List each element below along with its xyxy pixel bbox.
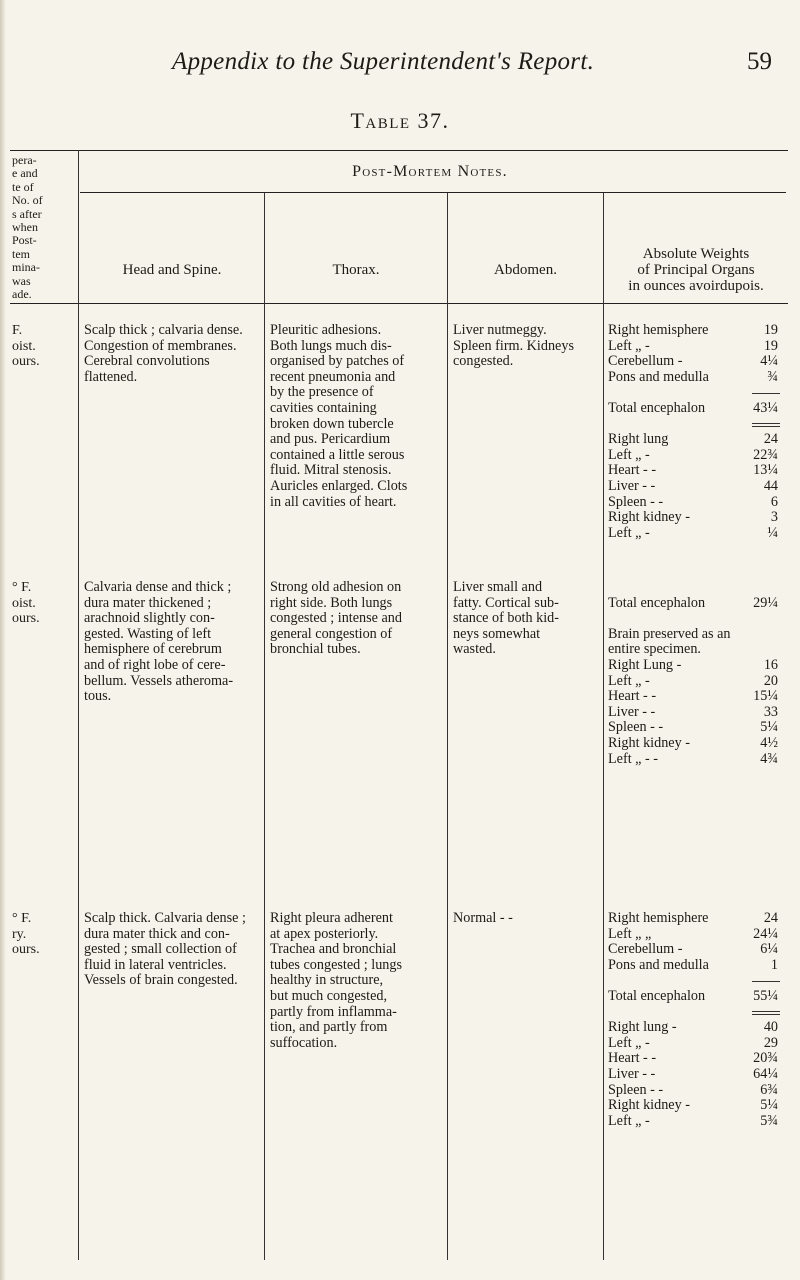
group-header: Post-Mortem Notes. bbox=[352, 163, 508, 180]
row-1-thorax: Pleuritic adhesions. Both lungs much dis- organised by patches of recent pneumonia and by the presence of cavities containing broken down tubercle and pus. Pericardium contained a little serous fluid. Mitral stenosis. Auricles enlarged. Clots in all cavities of heart. bbox=[270, 322, 408, 510]
weight-total: Total encephalon 55¼ bbox=[608, 987, 778, 1004]
weight-note: entire specimen. bbox=[608, 641, 701, 658]
weight-entry: Left „ „ 24¼ bbox=[608, 925, 778, 942]
row-3-weights bbox=[608, 911, 786, 1129]
col-header-thorax: Thorax. bbox=[332, 262, 380, 278]
row-3-thorax: Right pleura adherent at apex posteriorly. Trachea and bronchial tubes congested ; lungs healthy in structure, but much congested, partly from inflamma- tion, and partly from suffocation. bbox=[270, 910, 403, 1051]
weight-total: Total encephalon 29¼ bbox=[608, 594, 778, 611]
header-bottom-rule bbox=[10, 303, 788, 304]
weight-entry: Heart - - 13¼ bbox=[608, 462, 778, 479]
row-2-head: Calvaria dense and thick ; dura mater thickened ; arachnoid slightly con- gested. Wasting of left hemisphere of cerebrum and of right lobe of cere- bellum. Vessels atheroma- tous. bbox=[84, 579, 234, 705]
col-header-head: Head and Spine. bbox=[122, 262, 222, 278]
row-3-stub: ° F. ry. ours. bbox=[12, 911, 40, 957]
weight-entry: Left „ - 5¾ bbox=[608, 1112, 778, 1129]
col-header-weights: Absolute Weights of Principal Organs in ounces avoirdupois. bbox=[628, 246, 764, 294]
row-2-stub: ° F. oist. ours. bbox=[12, 580, 40, 626]
weight-entry: Liver - - 64¼ bbox=[608, 1065, 778, 1082]
sum-rule bbox=[608, 385, 786, 401]
running-title: Appendix to the Superintendent's Report. bbox=[172, 48, 595, 75]
row-2-thorax: Strong old adhesion on right side. Both lungs congested ; intense and general congestion of bronchial tubes. bbox=[270, 579, 402, 658]
weight-entry: Liver - - 33 bbox=[608, 703, 778, 720]
row-1-abdomen: Liver nutmeggy. Spleen firm. Kidneys congested. bbox=[453, 322, 574, 370]
double-rule bbox=[608, 417, 786, 433]
page-number: 59 bbox=[747, 48, 772, 75]
weight-entry: Right lung 24 bbox=[608, 431, 778, 448]
table-top-rule bbox=[10, 150, 788, 151]
weight-entry: Pons and medulla 1 bbox=[608, 956, 778, 973]
weight-entry: Left „ - 20 bbox=[608, 672, 778, 689]
weight-entry: Spleen - - 6 bbox=[608, 493, 778, 510]
weight-entry: Cerebellum - 6¼ bbox=[608, 941, 778, 958]
row-1-head: Scalp thick ; calvaria dense. Congestion of membranes. Cerebral convolutions flattened. bbox=[84, 322, 243, 385]
weight-entry: Liver - - 44 bbox=[608, 477, 778, 494]
table-title: Table 37. bbox=[350, 108, 450, 133]
weight-entry: Heart - - 15¼ bbox=[608, 688, 778, 705]
row-2-weights bbox=[608, 580, 786, 767]
page-header bbox=[0, 48, 800, 88]
col-header-abdomen: Abdomen. bbox=[494, 262, 557, 278]
weight-note: Brain preserved as an bbox=[608, 625, 731, 642]
weight-total: Total encephalon 43¼ bbox=[608, 399, 778, 416]
weight-entry: Right hemisphere 19 bbox=[608, 322, 778, 338]
col-divider-4 bbox=[603, 193, 604, 1260]
blank-line bbox=[608, 611, 786, 627]
weight-entry: Right kidney - 4½ bbox=[608, 734, 778, 751]
weight-entry: Right lung - 40 bbox=[608, 1019, 778, 1036]
stub-header: pera- e and te of No. of s after when Post- tem mina- was ade. bbox=[12, 154, 43, 302]
double-rule bbox=[608, 1005, 786, 1021]
weight-entry: Spleen - - 5¼ bbox=[608, 719, 778, 736]
row-2-abdomen: Liver small and fatty. Cortical sub- stance of both kid- neys somewhat wasted. bbox=[453, 579, 559, 658]
weight-entry: Pons and medulla ¾ bbox=[608, 368, 778, 385]
col-divider-3 bbox=[447, 193, 448, 1260]
weight-entry: Right kidney - 3 bbox=[608, 509, 778, 526]
weight-entry: Right Lung - 16 bbox=[608, 656, 778, 673]
col-divider-2 bbox=[264, 193, 265, 1260]
scan-edge bbox=[0, 0, 6, 1280]
weight-entry: Spleen - - 6¾ bbox=[608, 1081, 778, 1098]
weight-entry: Left „ - ¼ bbox=[608, 524, 778, 541]
weight-entry: Left „ - - 4¾ bbox=[608, 750, 778, 767]
blank-line bbox=[608, 580, 786, 596]
row-1-stub: F. oist. ours. bbox=[12, 323, 40, 369]
row-1-weights bbox=[608, 323, 786, 541]
weight-entry: Left „ - 29 bbox=[608, 1034, 778, 1051]
row-3-head: Scalp thick. Calvaria dense ; dura mater thick and con- gested ; small collection of fluid in lateral ventricles. Vessels of brain congested. bbox=[84, 910, 246, 989]
weight-entry: Left „ - 22¾ bbox=[608, 446, 778, 463]
weight-entry: Cerebellum - 4¼ bbox=[608, 353, 778, 370]
weight-entry: Heart - - 20¾ bbox=[608, 1050, 778, 1067]
group-header-rule bbox=[80, 192, 786, 193]
weight-entry: Right kidney - 5¼ bbox=[608, 1097, 778, 1114]
weight-entry: Left „ - 19 bbox=[608, 337, 778, 354]
row-3-abdomen: Normal - - bbox=[453, 910, 513, 926]
weight-entry: Right hemisphere 24 bbox=[608, 910, 778, 926]
col-divider-1 bbox=[78, 150, 79, 1260]
sum-rule bbox=[608, 973, 786, 989]
